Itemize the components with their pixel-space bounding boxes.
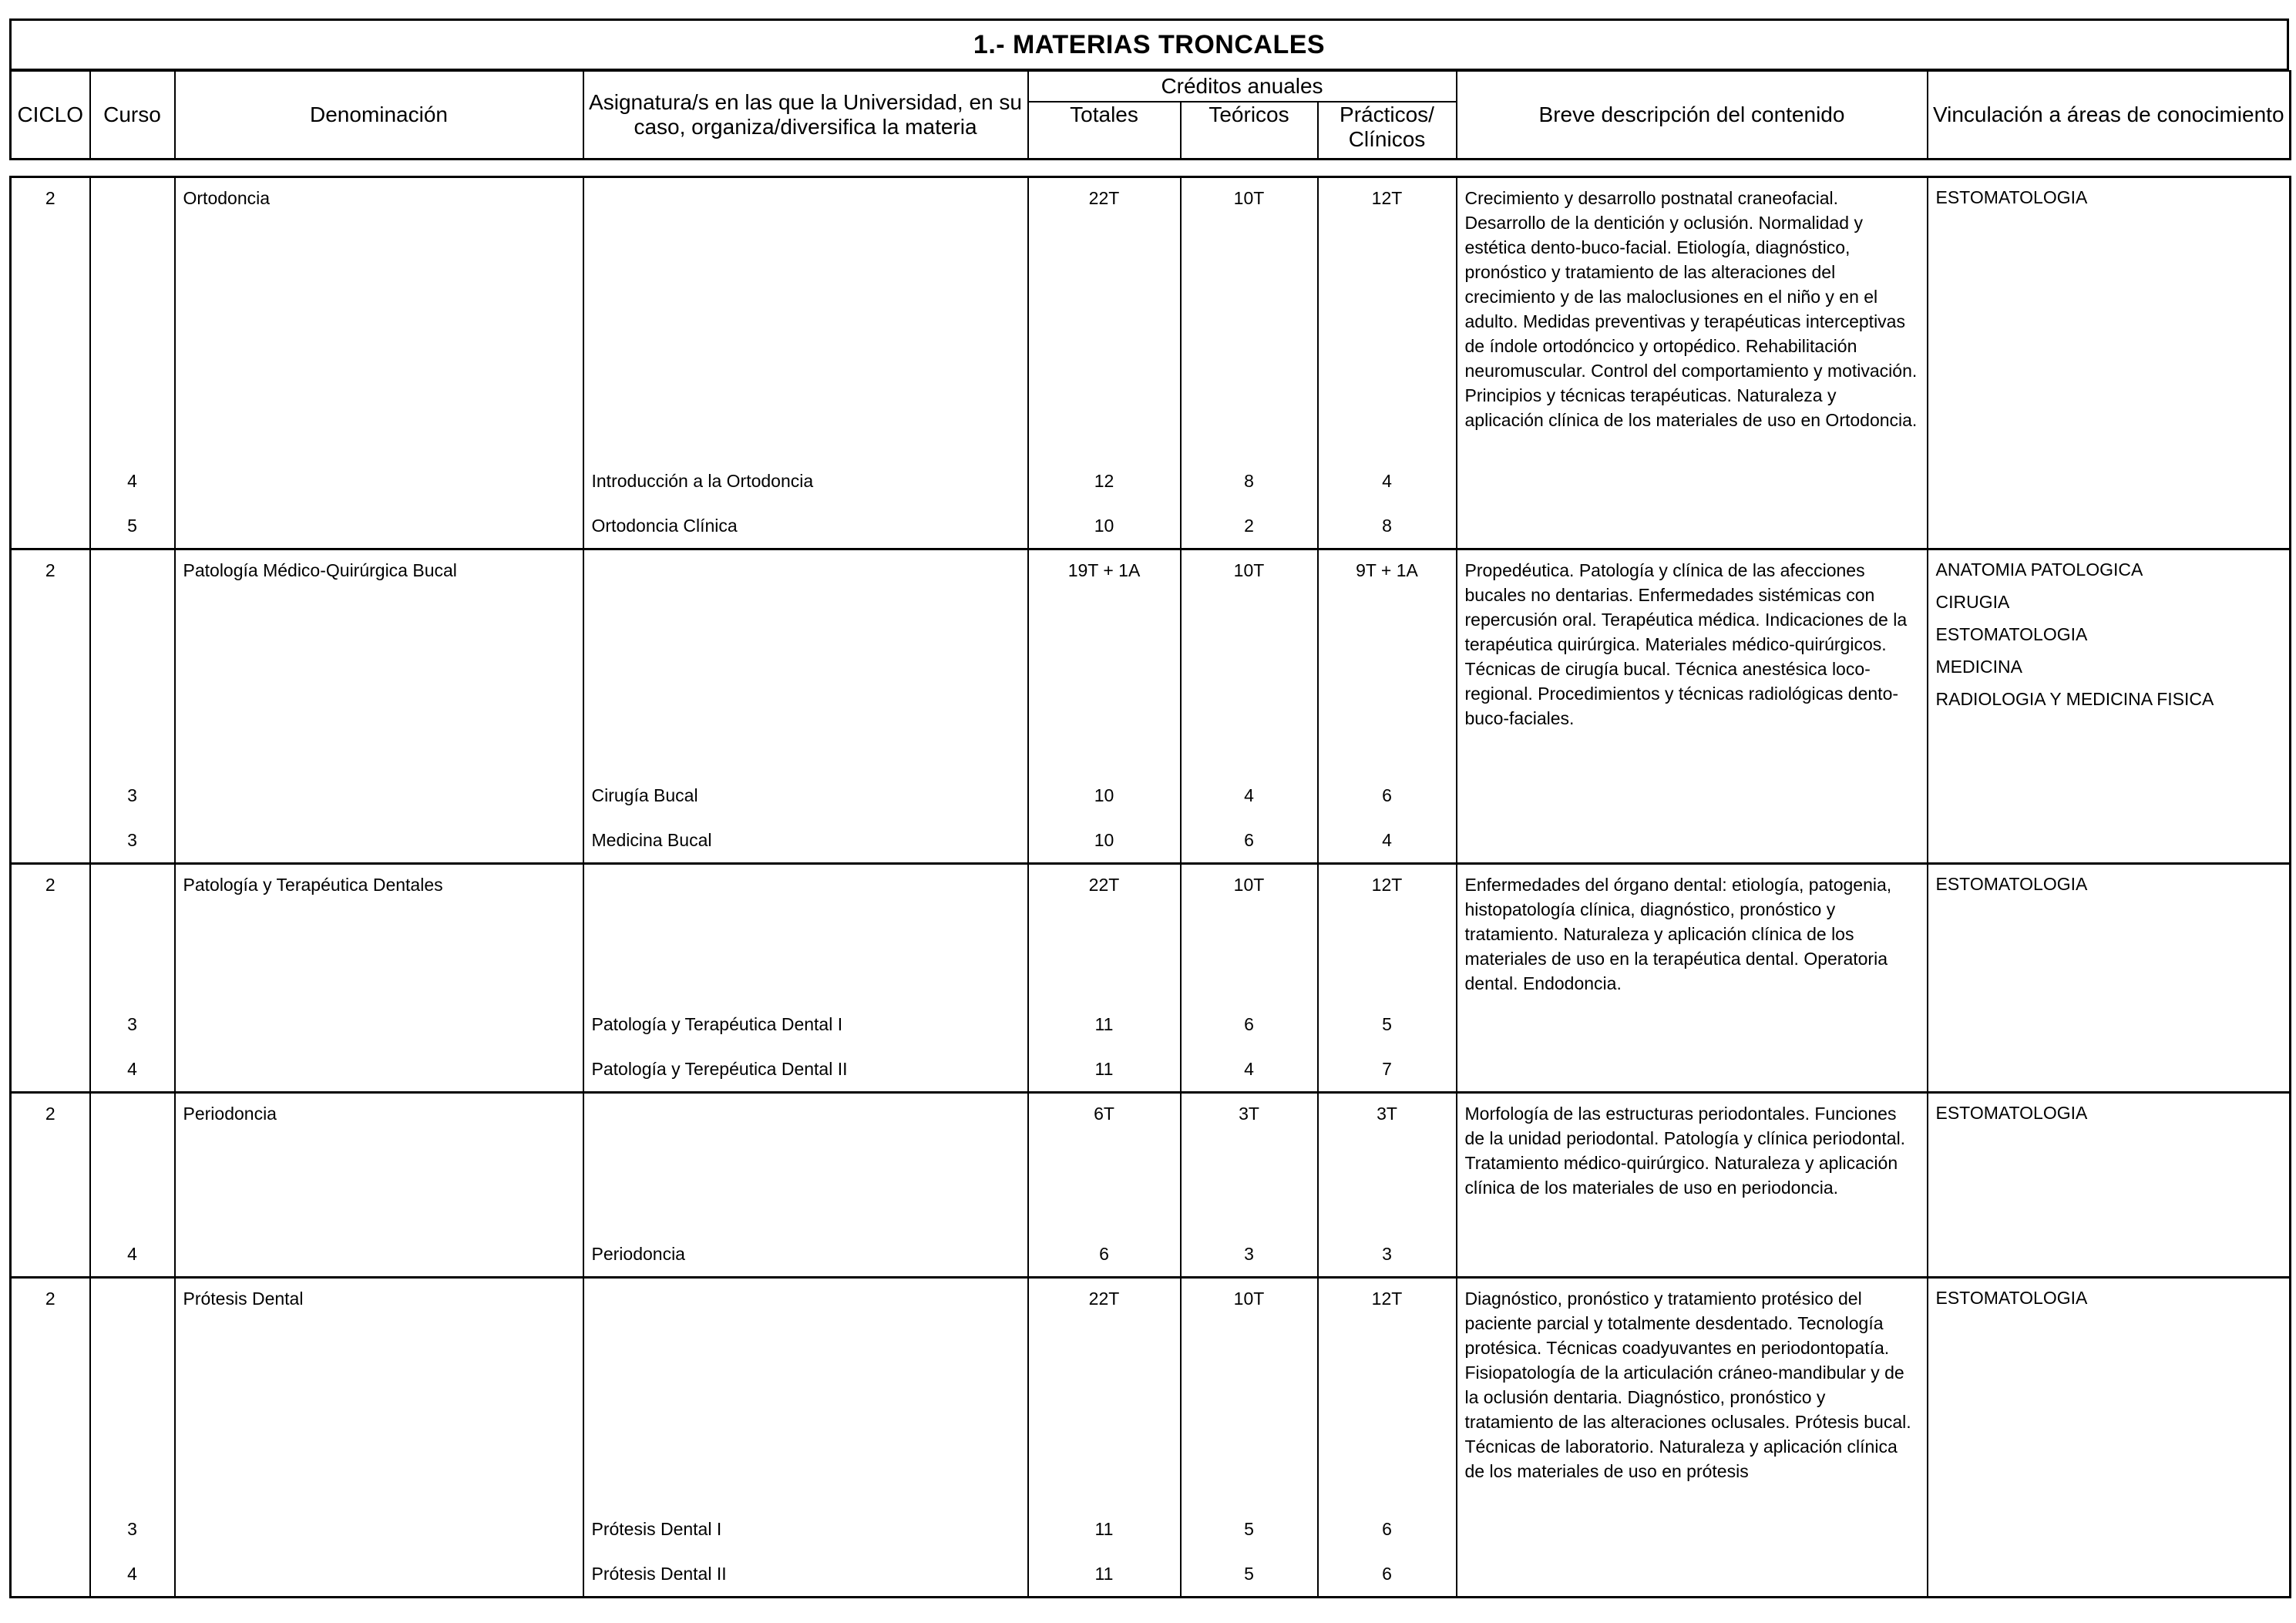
header-teoricos: Teóricos: [1181, 102, 1318, 159]
area-conocimiento: CIRUGIA: [1935, 592, 2010, 612]
page-title: 1.- MATERIAS TRONCALES: [9, 18, 2289, 70]
asignatura-cell: [583, 863, 1028, 1002]
ciclo-cell: [11, 1551, 90, 1598]
practicos-cell: 6: [1318, 1551, 1457, 1598]
teoricos-cell: 5: [1181, 1551, 1318, 1598]
materia-row: [11, 1093, 2291, 1232]
materia-row: [11, 176, 2291, 459]
asignatura-cell: [583, 1093, 1028, 1232]
practicos-cell: 12T: [1318, 863, 1457, 1002]
denominacion-cell: [175, 1047, 583, 1093]
denominacion-cell: [175, 1551, 583, 1598]
teoricos-cell: 10T: [1181, 549, 1318, 773]
vinculacion-cell: [1928, 1277, 2291, 1598]
header-ciclo: CICLO: [11, 71, 90, 159]
asignatura-cell: Prótesis Dental II: [583, 1551, 1028, 1598]
descripcion-cell: Propedéutica. Patología y clínica de las afecciones bucales no dentarias. Enfermedades sistémicas con repercusión oral. Terapéutica médica. Indicaciones de la terapéutica quirúrgica. Materiales médico-quirúrgicos. Técnicas de cirugía bucal. Técnica anestésica loco-regional. Procedimientos y técnicas radiológicas dento-buco-faciales.: [1457, 549, 1928, 864]
teoricos-cell: 4: [1181, 773, 1318, 818]
practicos-cell: 8: [1318, 503, 1457, 549]
curso-cell: [90, 176, 175, 459]
ciclo-cell: [11, 1232, 90, 1278]
area-conocimiento: ESTOMATOLOGIA: [1935, 1103, 2088, 1123]
asignatura-cell: Cirugía Bucal: [583, 773, 1028, 818]
practicos-cell: 12T: [1318, 1277, 1457, 1507]
teoricos-cell: 6: [1181, 818, 1318, 864]
area-conocimiento: ESTOMATOLOGIA: [1935, 624, 2088, 644]
header-descripcion: Breve descripción del contenido: [1457, 71, 1928, 159]
curso-cell: [90, 1093, 175, 1232]
totales-cell: 22T: [1028, 1277, 1181, 1507]
totales-cell: 19T + 1A: [1028, 549, 1181, 773]
denominacion-cell: [175, 1507, 583, 1551]
totales-cell: 12: [1028, 459, 1181, 503]
denominacion-cell: Ortodoncia: [175, 176, 583, 459]
asignatura-cell: Periodoncia: [583, 1232, 1028, 1278]
asignatura-cell: [583, 176, 1028, 459]
ciclo-cell: [11, 818, 90, 864]
teoricos-cell: 6: [1181, 1002, 1318, 1047]
header-practicos: Prácticos/ Clínicos: [1318, 102, 1457, 159]
practicos-cell: 3T: [1318, 1093, 1457, 1232]
area-conocimiento: ESTOMATOLOGIA: [1935, 873, 2088, 894]
curso-cell: 3: [90, 1002, 175, 1047]
totales-cell: 11: [1028, 1551, 1181, 1598]
area-conocimiento: ESTOMATOLOGIA: [1935, 1287, 2088, 1308]
asignatura-cell: Patología y Terapéutica Dental I: [583, 1002, 1028, 1047]
practicos-cell: 4: [1318, 818, 1457, 864]
totales-cell: 11: [1028, 1002, 1181, 1047]
teoricos-cell: 10T: [1181, 176, 1318, 459]
denominacion-cell: Patología Médico-Quirúrgica Bucal: [175, 549, 583, 773]
vinculacion-cell: [1928, 549, 2291, 864]
area-conocimiento: RADIOLOGIA Y MEDICINA FISICA: [1935, 689, 2214, 709]
area-conocimiento: MEDICINA: [1935, 657, 2022, 677]
totales-cell: 6: [1028, 1232, 1181, 1278]
ciclo-cell: [11, 503, 90, 549]
ciclo-cell: 2: [11, 549, 90, 773]
teoricos-cell: 2: [1181, 503, 1318, 549]
denominacion-cell: [175, 773, 583, 818]
teoricos-cell: 4: [1181, 1047, 1318, 1093]
asignatura-cell: [583, 1277, 1028, 1507]
totales-cell: 10: [1028, 818, 1181, 864]
practicos-cell: 3: [1318, 1232, 1457, 1278]
practicos-cell: 7: [1318, 1047, 1457, 1093]
ciclo-cell: 2: [11, 1277, 90, 1507]
curso-cell: 3: [90, 1507, 175, 1551]
denominacion-cell: Periodoncia: [175, 1093, 583, 1232]
descripcion-cell: Morfología de las estructuras periodontales. Funciones de la unidad periodontal. Patología y clínica periodontal. Tratamiento médico-quirúrgico. Naturaleza y aplicación clínica de los materiales de uso en periodoncia.: [1457, 1093, 1928, 1278]
materia-row: [11, 863, 2291, 1002]
ciclo-cell: [11, 1002, 90, 1047]
totales-cell: 6T: [1028, 1093, 1181, 1232]
denominacion-cell: Prótesis Dental: [175, 1277, 583, 1507]
descripcion-cell: Diagnóstico, pronóstico y tratamiento protésico del paciente parcial y totalmente desdentado. Tecnología protésica. Técnicas coadyuvantes en periodontopatía. Fisiopatología de la articulación cráneo-mandibular y de la oclusión dentaria. Diagnóstico, pronóstico y tratamiento de las alteraciones oclusales. Prótesis bucal. Técnicas de laboratorio. Naturaleza y aplicación clínica de los materiales de uso en prótesis: [1457, 1277, 1928, 1598]
teoricos-cell: 3T: [1181, 1093, 1318, 1232]
vinculacion-cell: [1928, 1093, 2291, 1278]
header-curso: Curso: [90, 71, 175, 159]
curso-cell: 4: [90, 1047, 175, 1093]
area-conocimiento: ESTOMATOLOGIA: [1935, 186, 2088, 207]
header-creditos: Créditos anuales: [1028, 71, 1457, 102]
practicos-cell: 9T + 1A: [1318, 549, 1457, 773]
column-header-table: [9, 70, 2291, 160]
ciclo-cell: 2: [11, 863, 90, 1002]
denominacion-cell: [175, 818, 583, 864]
totales-cell: 10: [1028, 503, 1181, 549]
asignatura-cell: Ortodoncia Clínica: [583, 503, 1028, 549]
materias-table: [9, 176, 2291, 1599]
teoricos-cell: 3: [1181, 1232, 1318, 1278]
denominacion-cell: [175, 1002, 583, 1047]
asignatura-cell: [583, 549, 1028, 773]
curso-cell: 3: [90, 773, 175, 818]
curso-cell: 5: [90, 503, 175, 549]
teoricos-cell: 8: [1181, 459, 1318, 503]
asignatura-cell: Introducción a la Ortodoncia: [583, 459, 1028, 503]
ciclo-cell: [11, 1047, 90, 1093]
curso-cell: [90, 1277, 175, 1507]
header-vinculacion: Vinculación a áreas de conocimiento: [1928, 71, 2291, 159]
curso-cell: 3: [90, 818, 175, 864]
practicos-cell: 12T: [1318, 176, 1457, 459]
practicos-cell: 5: [1318, 1002, 1457, 1047]
descripcion-cell: Enfermedades del órgano dental: etiología, patogenia, histopatología clínica, diagnóstico, pronóstico y tratamiento. Naturaleza y aplicación clínica de los materiales de uso en la terapéutica dental. Operatoria dental. Endodoncia.: [1457, 863, 1928, 1093]
totales-cell: 11: [1028, 1047, 1181, 1093]
denominacion-cell: [175, 503, 583, 549]
curso-cell: 4: [90, 459, 175, 503]
materia-row: [11, 1277, 2291, 1507]
header-denominacion: Denominación: [175, 71, 583, 159]
teoricos-cell: 10T: [1181, 1277, 1318, 1507]
teoricos-cell: 5: [1181, 1507, 1318, 1551]
ciclo-cell: 2: [11, 176, 90, 459]
vinculacion-cell: [1928, 863, 2291, 1093]
practicos-cell: 6: [1318, 1507, 1457, 1551]
ciclo-cell: [11, 1507, 90, 1551]
asignatura-cell: Medicina Bucal: [583, 818, 1028, 864]
totales-cell: 22T: [1028, 863, 1181, 1002]
totales-cell: 22T: [1028, 176, 1181, 459]
asignatura-cell: Prótesis Dental I: [583, 1507, 1028, 1551]
materia-row: [11, 549, 2291, 773]
teoricos-cell: 10T: [1181, 863, 1318, 1002]
curso-cell: [90, 863, 175, 1002]
practicos-cell: 6: [1318, 773, 1457, 818]
troncales-sheet: [9, 18, 2289, 1598]
header-asignatura: Asignatura/s en las que la Universidad, en su caso, organiza/diversifica la materia: [583, 71, 1028, 159]
practicos-cell: 4: [1318, 459, 1457, 503]
denominacion-cell: [175, 1232, 583, 1278]
ciclo-cell: 2: [11, 1093, 90, 1232]
vinculacion-cell: [1928, 176, 2291, 549]
totales-cell: 11: [1028, 1507, 1181, 1551]
ciclo-cell: [11, 459, 90, 503]
totales-cell: 10: [1028, 773, 1181, 818]
denominacion-cell: [175, 459, 583, 503]
ciclo-cell: [11, 773, 90, 818]
descripcion-cell: Crecimiento y desarrollo postnatal craneofacial. Desarrollo de la dentición y oclusión. Normalidad y estética dento-buco-facial. Etiología, diagnóstico, pronóstico y tratamiento de las alteraciones del crecimiento y de las maloclusiones en el niño y en el adulto. Medidas preventivas y terapéuticas interceptivas de índole ortodóncico y ortopédico. Rehabilitación neuromuscular. Control del comportamiento y motivación. Principios y técnicas terapéuticas. Naturaleza y aplicación clínica de los materiales de uso en Ortodoncia.: [1457, 176, 1928, 549]
curso-cell: [90, 549, 175, 773]
denominacion-cell: Patología y Terapéutica Dentales: [175, 863, 583, 1002]
curso-cell: 4: [90, 1551, 175, 1598]
asignatura-cell: Patología y Terepéutica Dental II: [583, 1047, 1028, 1093]
curso-cell: 4: [90, 1232, 175, 1278]
header-totales: Totales: [1028, 102, 1181, 159]
area-conocimiento: ANATOMIA PATOLOGICA: [1935, 559, 2143, 580]
